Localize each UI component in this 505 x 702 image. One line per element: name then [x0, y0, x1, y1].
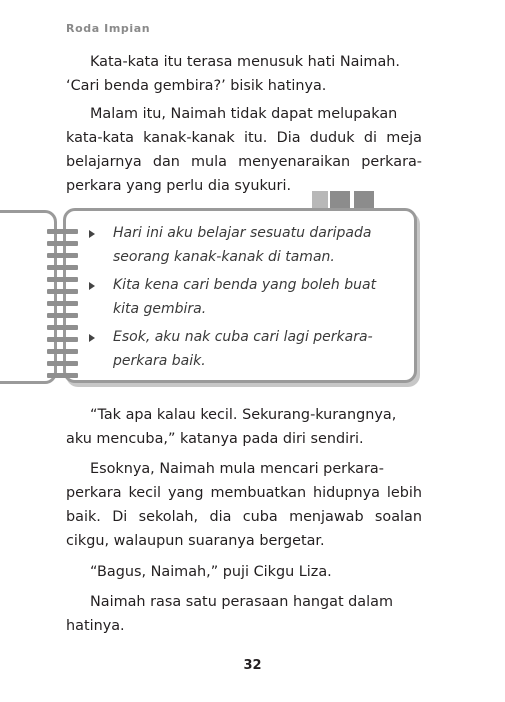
paragraph-line: aku mencuba,” katanya pada diri sendiri.: [66, 431, 364, 447]
spiral-ring: [47, 229, 78, 234]
notebook-item-line: seorang kanak-kanak di taman.: [113, 249, 335, 265]
spiral-ring: [47, 301, 78, 306]
paragraph-line: perkara yang perlu dia syukuri.: [66, 178, 292, 194]
notebook-item-line: Kita kena cari benda yang boleh buat: [113, 277, 377, 293]
notebook-list: [85, 221, 410, 377]
running-header: Roda Impian: [66, 22, 151, 35]
notebook-item-line: Hari ini aku belajar sesuatu daripada: [113, 225, 372, 241]
notebook-item: [85, 273, 410, 321]
notebook-item-line: kita gembira.: [113, 301, 207, 317]
paragraph-line: “Tak apa kalau kecil. Sekurang-kurangnya,: [90, 407, 397, 423]
paragraph-line: Naimah rasa satu perasaan hangat dalam: [90, 594, 393, 610]
paragraph: [66, 102, 422, 198]
triangle-bullet-icon: [89, 282, 95, 290]
paragraph: [66, 560, 422, 584]
notebook-item-line: perkara baik.: [113, 353, 206, 369]
paragraph-line: kata-kata kanak-kanak itu. Dia duduk di meja: [66, 130, 422, 146]
paragraph-line: Esoknya, Naimah mula mencari perkara-: [90, 461, 384, 477]
paragraph: [66, 457, 422, 553]
spiral-ring: [47, 265, 78, 270]
notebook-back-page: [0, 210, 57, 384]
paragraph-line: Kata-kata itu terasa menusuk hati Naimah.: [90, 54, 400, 70]
paragraph-line: baik. Di sekolah, dia cuba menjawab soalan: [66, 509, 422, 525]
spiral-ring: [47, 313, 78, 318]
paragraph-line: cikgu, walaupun suaranya bergetar.: [66, 533, 325, 549]
notebook-item: [85, 325, 410, 373]
triangle-bullet-icon: [89, 334, 95, 342]
spiral-ring: [47, 373, 78, 378]
paragraph-line: “Bagus, Naimah,” puji Cikgu Liza.: [90, 564, 332, 580]
paragraph: [66, 50, 422, 98]
notebook-item-line: Esok, aku nak cuba cari lagi perkara-: [113, 329, 373, 345]
triangle-bullet-icon: [89, 230, 95, 238]
spiral-ring: [47, 361, 78, 366]
spiral-ring: [47, 337, 78, 342]
paragraph: [66, 590, 422, 638]
spiral-ring: [47, 325, 78, 330]
notebook-item: [85, 221, 410, 269]
page-number: 32: [243, 658, 262, 673]
spiral-ring: [47, 241, 78, 246]
paragraph-line: perkara kecil yang membuatkan hidupnya lebih: [66, 485, 422, 501]
paragraph-line: belajarnya dan mula menyenaraikan perkara-: [66, 154, 422, 170]
spiral-ring: [47, 349, 78, 354]
paragraph-line: ‘Cari benda gembira?’ bisik hatinya.: [66, 78, 327, 94]
paragraph-line: hatinya.: [66, 618, 125, 634]
paragraph-line: Malam itu, Naimah tidak dapat melupakan: [90, 106, 398, 122]
paragraph: [66, 403, 422, 451]
spiral-ring: [47, 289, 78, 294]
spiral-ring: [47, 277, 78, 282]
spiral-ring: [47, 253, 78, 258]
